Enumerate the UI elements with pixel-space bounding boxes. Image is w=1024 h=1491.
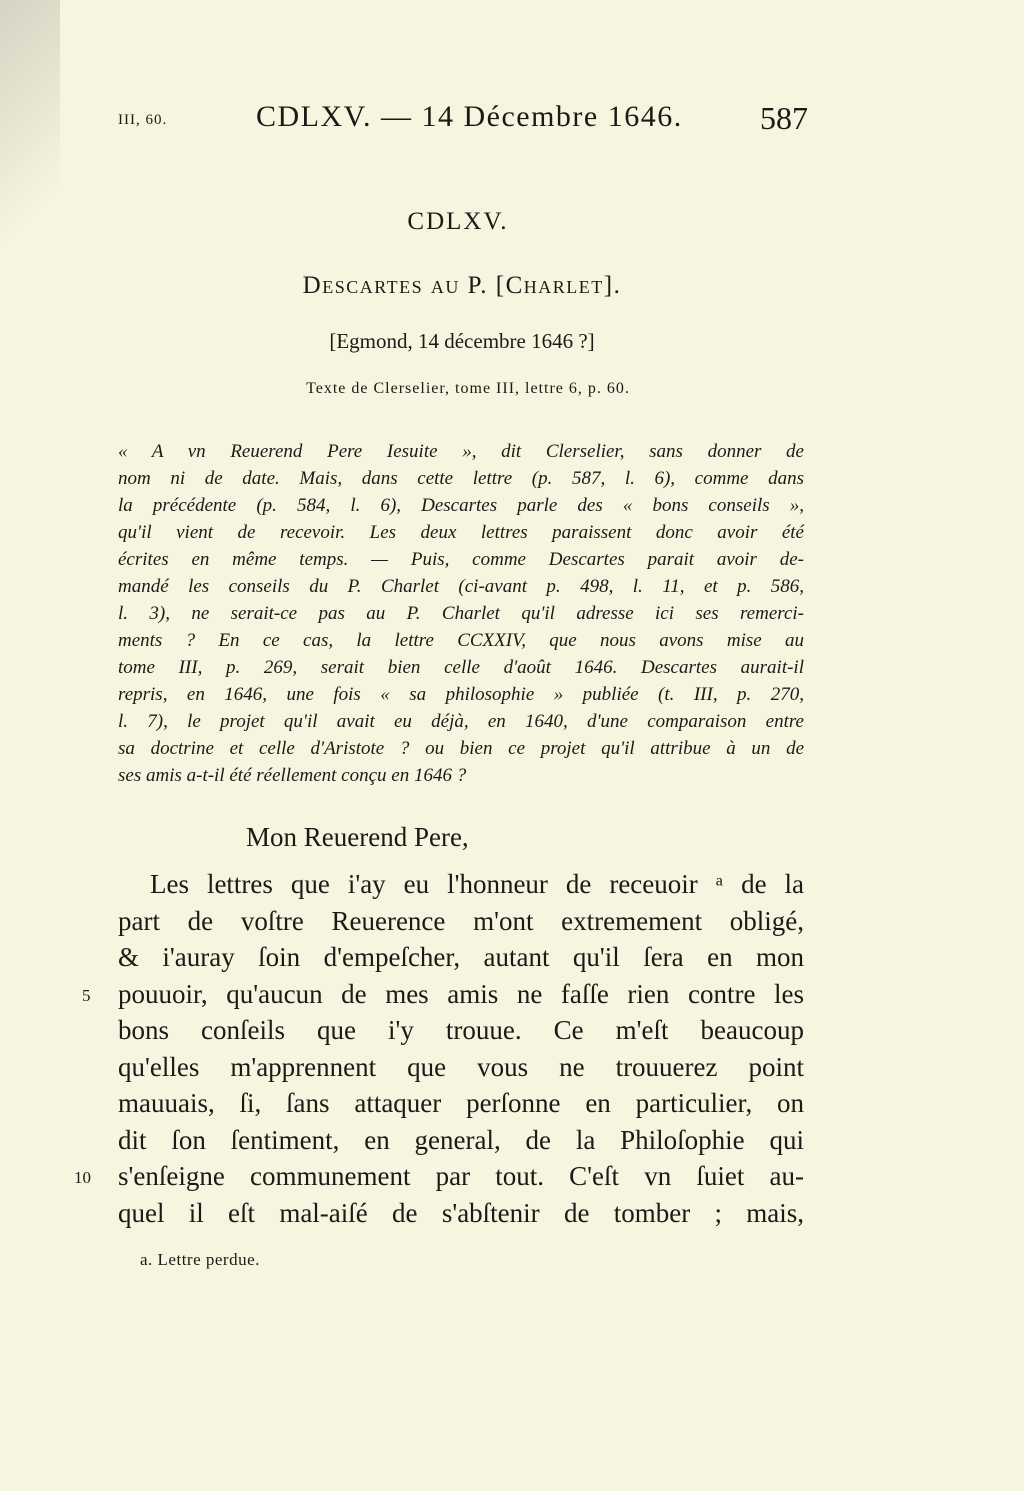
note-line: sa doctrine et celle d'Aristote ? ou bien ce projet qu'il attribue à un de bbox=[118, 738, 804, 759]
body-line: s'enſeigne communement par tout. C'eſt vn ſuiet au- bbox=[118, 1161, 804, 1191]
note-line: ments ? En ce cas, la lettre CCXXIV, que nous avons mise au bbox=[118, 630, 804, 651]
letter-number: CDLXV. bbox=[407, 208, 509, 235]
note-line: mandé les conseils du P. Charlet (ci-avant p. 498, l. 11, et p. 586, bbox=[118, 576, 804, 597]
running-header-title: CDLXV. — 14 Décembre 1646. bbox=[256, 100, 683, 133]
note-line: l. 3), ne serait-ce pas au P. Charlet qu'il adresse ici ses remerci- bbox=[118, 603, 804, 624]
volume-reference: III, 60. bbox=[118, 112, 168, 128]
line-number-10: 10 bbox=[74, 1168, 91, 1187]
line-number-5: 5 bbox=[82, 986, 91, 1005]
footnote: a. Lettre perdue. bbox=[140, 1250, 260, 1269]
note-line: nom ni de date. Mais, dans cette lettre (p. 587, l. 6), comme dans bbox=[118, 468, 804, 489]
page-edge-shadow bbox=[0, 0, 60, 300]
body-line: bons conſeils que i'y trouue. Ce m'eſt beaucoup bbox=[118, 1015, 804, 1045]
note-line: qu'il vient de recevoir. Les deux lettres paraissent donc avoir été bbox=[118, 522, 804, 543]
body-line: quel il eſt mal-aiſé de s'abſtenir de tomber ; mais, bbox=[118, 1197, 804, 1228]
body-line: pouuoir, qu'aucun de mes amis ne faſſe rien contre les bbox=[118, 978, 804, 1009]
text-source: Texte de Clerselier, tome III, lettre 6, p. 60. bbox=[306, 380, 630, 397]
body-line: dit ſon ſentiment, en general, de la Philoſophie qui bbox=[118, 1124, 804, 1155]
page-number: 587 bbox=[760, 100, 808, 136]
body-line: Les lettres que i'ay eu l'honneur de receuoir ᵃ de la bbox=[150, 869, 804, 899]
note-line: écrites en même temps. — Puis, comme Descartes parait avoir de- bbox=[118, 549, 804, 570]
note-line: repris, en 1646, une fois « sa philosophie » publiée (t. III, p. 270, bbox=[118, 684, 804, 705]
editor-note bbox=[118, 438, 804, 789]
note-line: tome III, p. 269, serait bien celle d'août 1646. Descartes aurait-il bbox=[118, 657, 804, 678]
note-line: l. 7), le projet qu'il avait eu déjà, en 1640, d'une comparaison entre bbox=[118, 711, 804, 732]
letter-addressee: Descartes au P. [Charlet]. bbox=[302, 272, 622, 299]
note-line: ses amis a-t-il été réellement conçu en 1646 ? bbox=[118, 765, 467, 786]
body-line: & i'auray ſoin d'empeſcher, autant qu'il ſera en mon bbox=[118, 942, 804, 972]
salutation: Mon Reuerend Pere, bbox=[246, 822, 469, 852]
note-line: la précédente (p. 584, l. 6), Descartes parle des « bons conseils », bbox=[118, 495, 804, 516]
note-line: « A vn Reuerend Pere Iesuite », dit Clerselier, sans donner de bbox=[118, 441, 804, 462]
body-line: mauuais, ſi, ſans attaquer perſonne en particulier, on bbox=[118, 1088, 804, 1118]
letter-body bbox=[118, 866, 804, 1231]
letter-place-date: [Egmond, 14 décembre 1646 ?] bbox=[329, 329, 595, 353]
body-line: qu'elles m'apprennent que vous ne trouuerez point bbox=[118, 1051, 804, 1082]
body-line: part de voſtre Reuerence m'ont extremement obligé, bbox=[118, 905, 804, 936]
